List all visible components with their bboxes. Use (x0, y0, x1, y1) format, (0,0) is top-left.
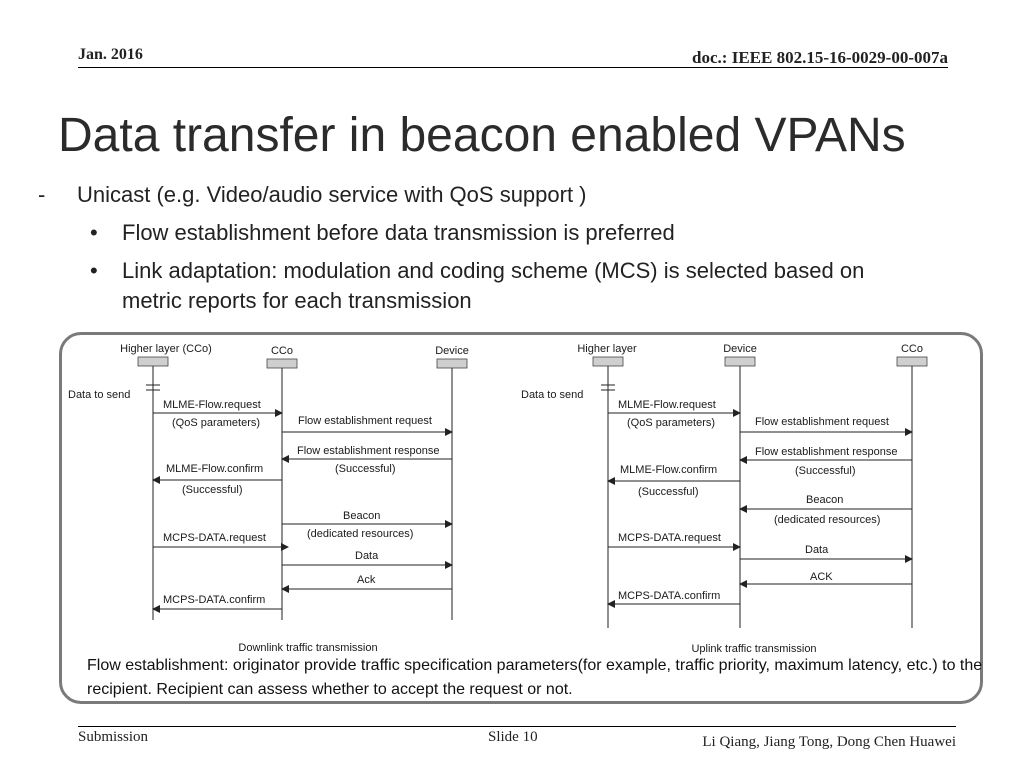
bullet-flow-establishment: Flow establishment before data transmission is preferred (122, 220, 675, 245)
ul-mcps-confirm: MCPS-DATA.confirm (618, 590, 721, 602)
slide-title: Data transfer in beacon enabled VPANs (58, 109, 906, 162)
dl-ack: Ack (357, 574, 376, 586)
ul-flow-confirm-status: (Successful) (638, 486, 699, 498)
panel-note: Flow establishment: originator provide traffic specification parameters(for example, traffic priority, maximum latency, etc.) to the recipient. Recipient can assess whether to accept the request or not. (87, 657, 983, 698)
bullet-unicast: Unicast (e.g. Video/audio service with QoS support ) (77, 182, 587, 207)
ul-caption: Uplink traffic transmission (691, 643, 817, 655)
dl-qos-params: (QoS parameters) (172, 417, 261, 429)
ul-dedicated-resources: (dedicated resources) (774, 514, 881, 526)
dl-lane-device: Device (435, 345, 469, 357)
uplink-diagram (521, 343, 927, 655)
downlink-diagram (68, 343, 469, 654)
footer-rule (78, 726, 956, 727)
dl-mcps-request: MCPS-DATA.request (163, 532, 266, 544)
bullet-dash: - (38, 182, 46, 207)
ul-lane-cco: CCo (900, 343, 924, 355)
dl-lane-cco: CCo (270, 345, 294, 357)
ul-beacon: Beacon (806, 494, 844, 506)
footer-authors: Li Qiang, Jiang Tong, Dong Chen Huawei (702, 734, 956, 750)
bullet-dot-1: • (90, 220, 98, 245)
dl-lane-higher-layer: Higher layer (CCo) (120, 343, 212, 355)
dl-beacon: Beacon (343, 510, 381, 522)
ul-node-higher-layer (593, 357, 623, 366)
ul-flow-confirm: MLME-Flow.confirm (620, 464, 718, 476)
dl-node-cco (267, 359, 297, 368)
dl-est-response-status: (Successful) (335, 463, 396, 475)
dl-est-response: Flow establishment response (297, 445, 440, 457)
ul-est-request: Flow establishment request (755, 416, 889, 428)
dl-node-higher-layer (138, 357, 168, 366)
dl-data-to-send: Data to send (68, 389, 131, 401)
dl-caption: Downlink traffic transmission (238, 642, 378, 654)
dl-est-request: Flow establishment request (298, 415, 432, 427)
dl-flow-confirm: MLME-Flow.confirm (166, 463, 264, 475)
ul-ack: ACK (810, 571, 833, 583)
dl-node-device (437, 359, 467, 368)
dl-data: Data (355, 550, 379, 562)
ul-lane-device: Device (723, 343, 757, 355)
ul-node-device (725, 357, 755, 366)
bullet-link-adaptation: Link adaptation: modulation and coding scheme (MCS) is selected based on (122, 258, 865, 283)
ul-est-response: Flow establishment response (755, 446, 898, 458)
footer-submission: Submission (78, 729, 149, 745)
ul-mcps-request: MCPS-DATA.request (618, 532, 721, 544)
ul-node-cco (897, 357, 927, 366)
dl-flow-confirm-status: (Successful) (182, 484, 243, 496)
ul-lane-higher-layer: Higher layer (577, 343, 637, 355)
ul-flow-request: MLME-Flow.request (618, 399, 716, 411)
ul-est-response-status: (Successful) (795, 465, 856, 477)
ul-data-to-send: Data to send (521, 389, 584, 401)
dl-mcps-confirm: MCPS-DATA.confirm (163, 594, 266, 606)
ul-data: Data (805, 544, 829, 556)
bullet-dot-2: • (90, 258, 98, 283)
dl-dedicated-resources: (dedicated resources) (307, 528, 414, 540)
header-doc-id: doc.: IEEE 802.15-16-0029-00-007a (692, 48, 948, 67)
footer-slide-number: Slide 10 (488, 729, 538, 745)
dl-flow-request: MLME-Flow.request (163, 399, 261, 411)
header-date: Jan. 2016 (78, 46, 143, 63)
bullet-link-adaptation-cont: metric reports for each transmission (122, 288, 472, 313)
ul-qos-params: (QoS parameters) (627, 417, 716, 429)
